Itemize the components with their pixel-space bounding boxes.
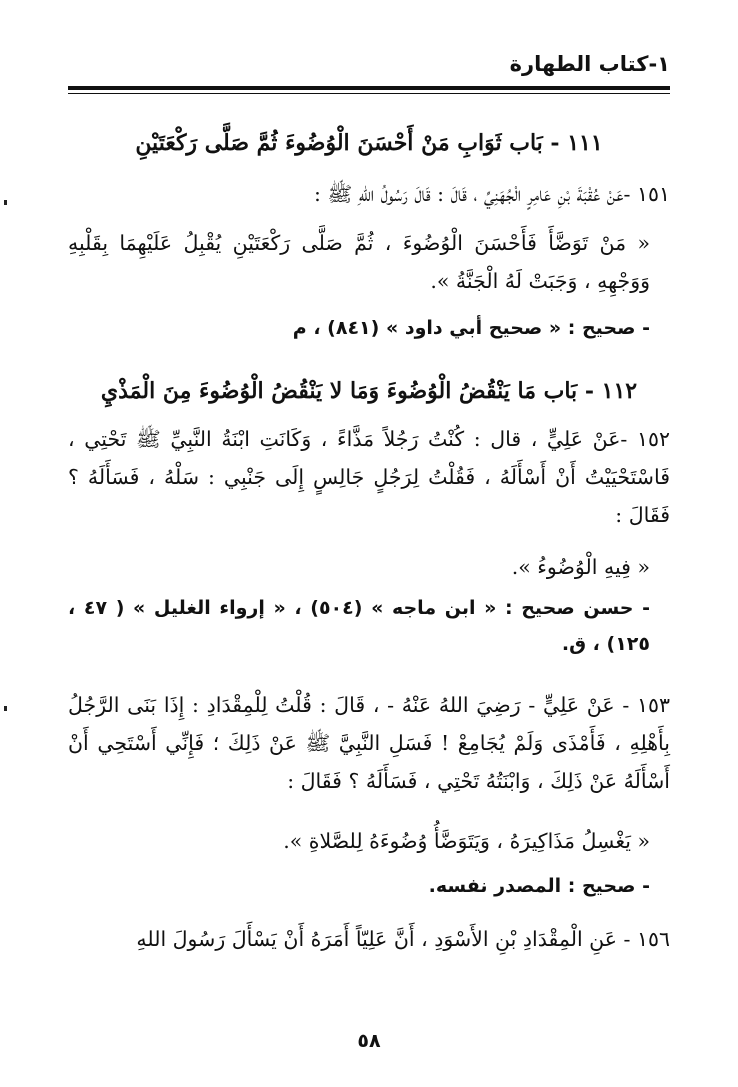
hadith-153-quote: « يَغْسِلُ مَذَاكِيرَهُ ، وَيَتَوَضَّأُ وُضُوءَهُ لِلصَّلاةِ ». (283, 829, 650, 853)
hadith-151-intro: ١٥١ -عَنْ عُقْبَةَ بْنِ عَامِرٍ الْجُهَنِيِّ ، قَالَ : قَالَ رَسُولُ اللهِ ﷺ : (314, 182, 670, 206)
hadith-152-grading: - حسن صحيح : « ابن ماجه » (٥٠٤) ، « إرواء الغليل » ( ٤٧ ، ١٢٥) ، ق. (68, 597, 651, 655)
hadith-152-quote: « فِيهِ الْوُضُوءُ ». (511, 555, 650, 579)
header-rule-thick (68, 86, 670, 90)
scan-edge-mark (4, 200, 7, 205)
hadith-151-quote: « مَنْ تَوَضَّأَ فَأَحْسَنَ الْوُضُوءَ ، ثُمَّ صَلَّى رَكْعَتَيْنِ يُقْبِلُ عَلَيْهِمَا بِقَلْبِهِ وَوَجْهِهِ ، وَجَبَتْ لَهُ الْجَنَّةُ ». (68, 231, 650, 293)
hadith-151-grading: - صحيح : « صحيح أبي داود » (٨٤١) ، م (292, 317, 650, 339)
hadith-153-grading: - صحيح : المصدر نفسه. (428, 875, 650, 897)
chapter-heading-111: ١١١ - بَاب ثَوَابِ مَنْ أَحْسَنَ الْوُضُوءَ ثُمَّ صَلَّى رَكْعَتَيْنِ (135, 130, 603, 156)
running-title: ١-كتاب الطهارة (509, 52, 670, 76)
chapter-heading-112: ١١٢ - بَاب مَا يَنْقُضُ الْوُضُوءَ وَمَا لا يَنْقُضُ الْوُضُوءَ مِنَ الْمَذْيِ (100, 378, 638, 404)
hadith-153-narration: ١٥٣ - عَنْ عَلِيٍّ - رَضِيَ اللهُ عَنْهُ - ، قَالَ : قُلْتُ لِلْمِقْدَادِ : إِذَا بَنَى الرَّجُلُ بِأَهْلِهِ ، فَأَمْذَى وَلَمْ يُجَامِعْ ! فَسَلِ النَّبِيَّ ﷺ عَنْ ذَلِكَ ؛ فَإِنِّي أَسْتَحِي أَنْ أَسْأَلَهُ عَنْ ذَلِكَ ، وَابْنَتُهُ تَحْتِي ، فَسَأَلَهُ ؟ فَقَالَ : (68, 693, 670, 793)
header-rule-thin (68, 93, 670, 94)
hadith-152-narration: ١٥٢ -عَنْ عَلِيٍّ ، قال : كُنْتُ رَجُلاً مَذَّاءً ، وَكَانَتِ ابْنَةُ النَّبِيِّ ﷺ تَحْتِي ، فَاسْتَحْيَيْتُ أَنْ أَسْأَلَهُ ، فَقُلْتُ لِرَجُلٍ جَالِسٍ إِلَى جَنْبِي : سَلْهُ ، فَسَأَلَهُ ؟ فَقَالَ : (68, 427, 670, 527)
scan-edge-mark (4, 706, 7, 711)
page-number: ٥٨ (357, 1030, 381, 1052)
hadith-156-narration: ١٥٦ - عَنِ الْمِقْدَادِ بْنِ الأَسْوَدِ ، أَنَّ عَلِيّاً أَمَرَهُ أَنْ يَسْأَلَ رَسُولَ اللهِ (136, 927, 670, 951)
